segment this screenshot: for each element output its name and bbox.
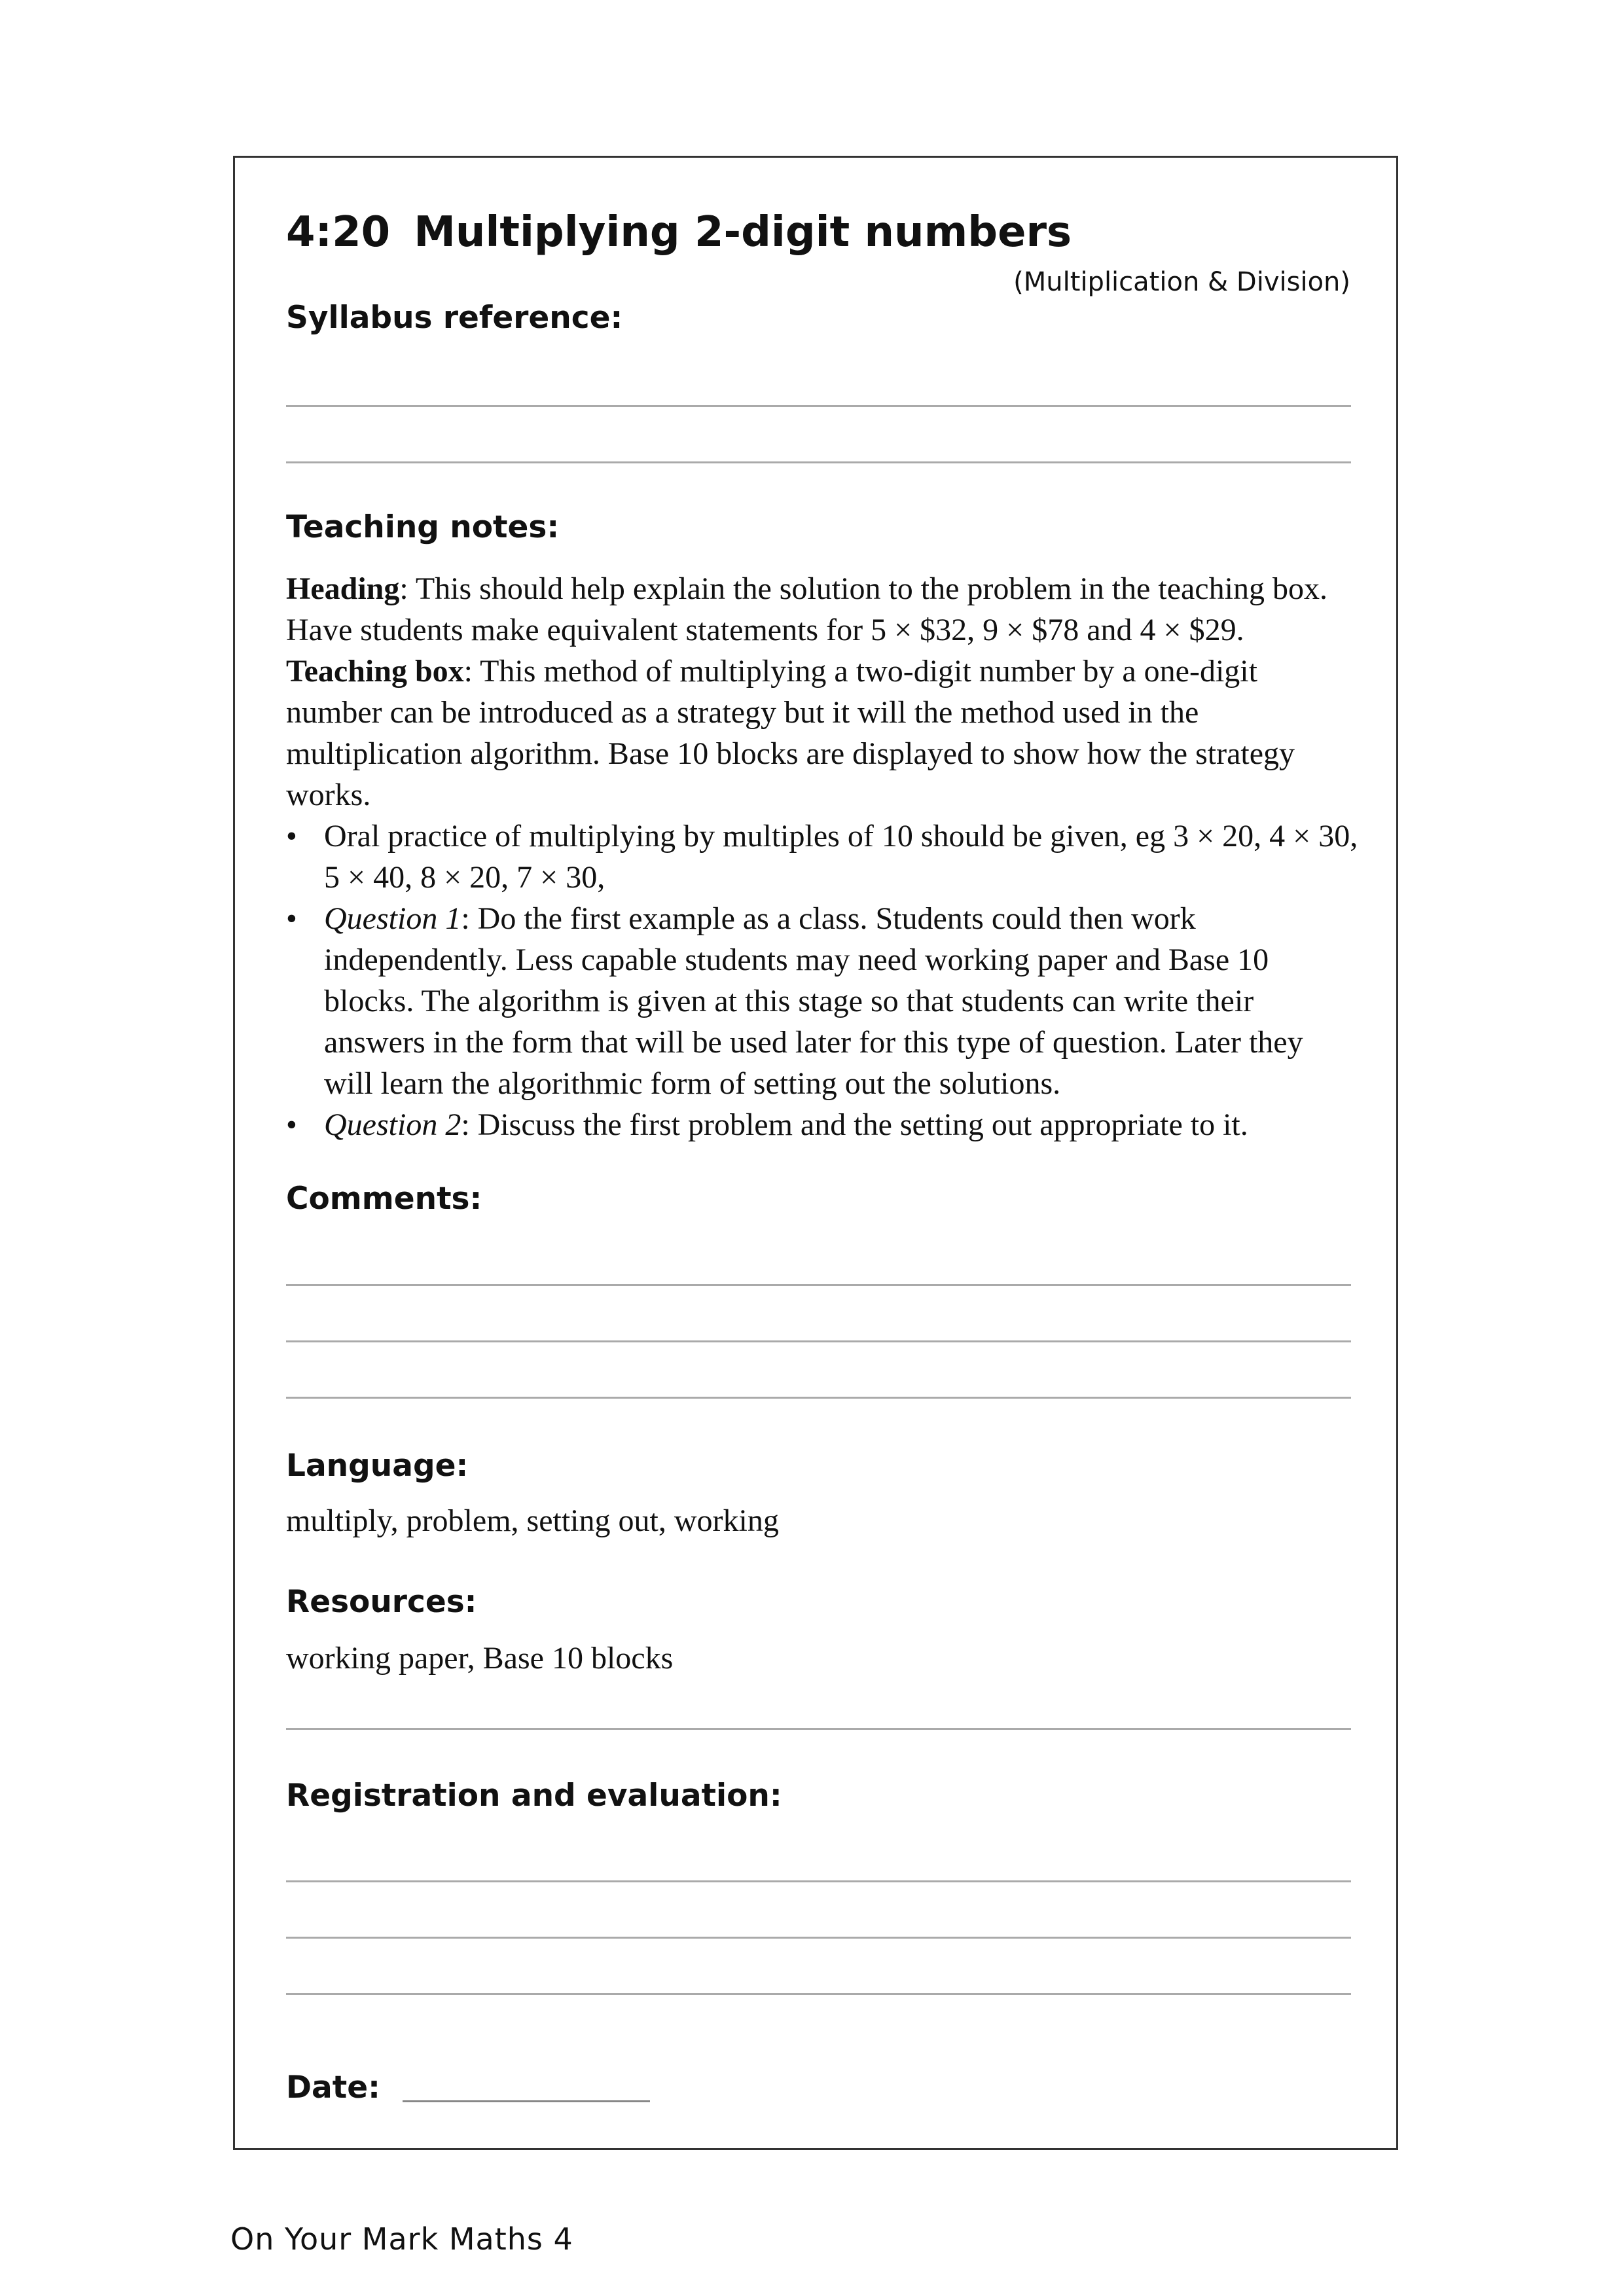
registration-line-1 [286, 1880, 1351, 1882]
heading-label: Heading [286, 571, 400, 606]
date-line [403, 2100, 650, 2102]
teaching-notes-list [286, 816, 1360, 1145]
list-item-text: Oral practice of multiplying by multiples of 10 should be given, eg 3 × 20, 4 × 30, 5 × 40, 8 × 20, 7 × 30, [324, 819, 1358, 895]
worksheet-title [286, 208, 1072, 257]
comments-line-2 [286, 1340, 1351, 1342]
list-item-text: : Do the first example as a class. Students could then work independently. Less capable students may need working paper and Base 10 blocks. The algorithm is given at this stage so that students can write their answers in the form that will be used later for this type of question. Later they will learn the algorithmic form of setting out the solutions. [324, 901, 1303, 1101]
worksheet-number: 4:20 [286, 208, 391, 257]
strand-label: (Multiplication & Division) [1013, 267, 1350, 297]
registration-line-2 [286, 1937, 1351, 1939]
resources-heading: Resources: [286, 1584, 477, 1620]
syllabus-heading: Syllabus reference: [286, 300, 623, 336]
registration-line-3 [286, 1993, 1351, 1995]
language-heading: Language: [286, 1448, 469, 1484]
comments-line-1 [286, 1284, 1351, 1286]
comments-heading: Comments: [286, 1181, 482, 1217]
syllabus-line-1 [286, 405, 1351, 407]
teaching-box-paragraph-text: : This method of multiplying a two-digit number by a one-digit number can be introduced as a strategy but it will the method used in the multiplication algorithm. Base 10 blocks are displayed to show how the strategy works. [286, 654, 1295, 812]
resources-text: working paper, Base 10 blocks [286, 1641, 674, 1676]
syllabus-line-2 [286, 461, 1351, 463]
list-item-prefix: Question 1 [324, 901, 461, 936]
list-item [286, 816, 1360, 898]
teaching-notes-body [286, 568, 1360, 1145]
date-label: Date: [286, 2070, 380, 2106]
resources-line [286, 1728, 1351, 1730]
heading-paragraph-text: : This should help explain the solution to the problem in the teaching box. Have students make equivalent statements for 5 × $32, 9 × $78 and 4 × $29. [286, 571, 1327, 647]
bullet-glyph: • [286, 819, 297, 853]
teaching-notes-heading: Teaching notes: [286, 509, 560, 545]
list-item [286, 898, 1360, 1104]
list-item-prefix: Question 2 [324, 1107, 461, 1142]
comments-line-3 [286, 1397, 1351, 1399]
list-item [286, 1104, 1360, 1145]
bullet-glyph: • [286, 901, 297, 936]
page-footer: On Your Mark Maths 4 [230, 2221, 573, 2257]
list-item-text: : Discuss the first problem and the setting out appropriate to it. [461, 1107, 1248, 1142]
language-text: multiply, problem, setting out, working [286, 1503, 779, 1538]
worksheet-frame [233, 156, 1398, 2150]
teaching-box-paragraph [286, 651, 1360, 816]
heading-paragraph [286, 568, 1360, 651]
teaching-box-label: Teaching box [286, 654, 464, 689]
registration-heading: Registration and evaluation: [286, 1778, 782, 1814]
worksheet-title-text: Multiplying 2-digit numbers [414, 208, 1072, 257]
bullet-glyph: • [286, 1107, 297, 1142]
